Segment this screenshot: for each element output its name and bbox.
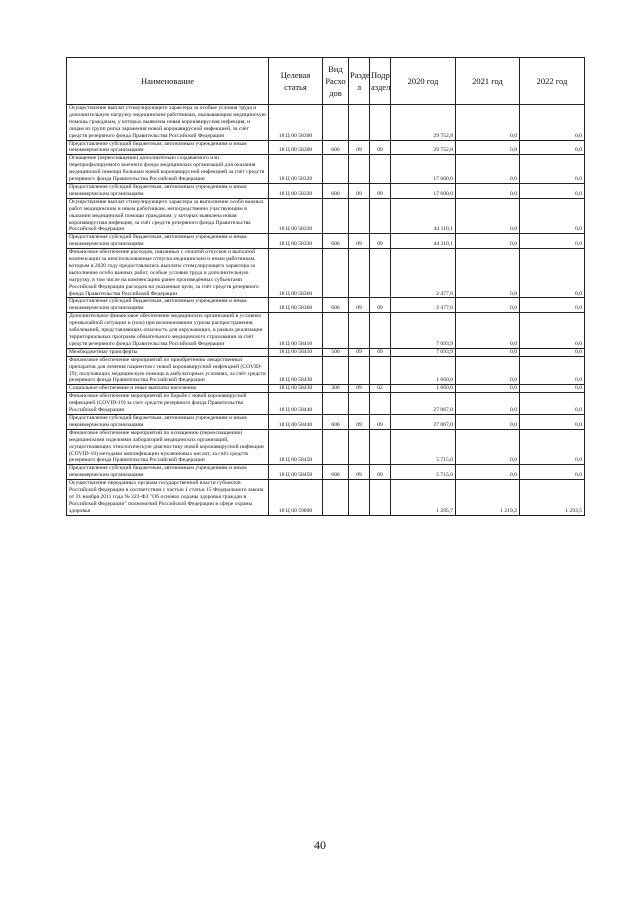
row-2021-cell: 0,0 — [456, 313, 520, 349]
row-subsection-cell — [370, 249, 391, 298]
row-subsection-cell: 09 — [370, 140, 391, 155]
row-2021-cell: 0,0 — [456, 198, 520, 234]
row-2022-cell: 0,0 — [520, 313, 585, 349]
row-2022-cell: 0,0 — [520, 465, 585, 480]
row-name-cell: Предоставление субсидий бюджетным, автономным учреждениям и иным некоммерческим организациям — [67, 183, 269, 198]
row-target-cell: 18 Ц 00 58320 — [269, 183, 323, 198]
row-target-cell: 18 Ц 00 58330 — [269, 234, 323, 249]
row-expense-cell: 600 — [323, 298, 349, 313]
row-2022-cell: 0,0 — [520, 198, 585, 234]
row-2022-cell: 0,0 — [520, 414, 585, 429]
row-2020-cell: 7 693,9 — [391, 348, 456, 356]
table-row — [67, 140, 585, 155]
row-2020-cell: 1 660,0 — [391, 356, 456, 385]
table-body — [67, 105, 585, 516]
row-target-cell: 18 Ц 00 58430 — [269, 385, 323, 393]
row-expense-cell — [323, 356, 349, 385]
row-section-cell — [349, 155, 370, 184]
row-2021-cell: 0,0 — [456, 348, 520, 356]
row-subsection-cell: 09 — [370, 234, 391, 249]
row-expense-cell — [323, 480, 349, 516]
row-2022-cell: 0,0 — [520, 298, 585, 313]
row-2022-cell: 0,0 — [520, 385, 585, 393]
row-subsection-cell — [370, 105, 391, 141]
row-target-cell: 18 Ц 00 58440 — [269, 393, 323, 415]
row-2022-cell: 0,0 — [520, 155, 585, 184]
row-section-cell — [349, 480, 370, 516]
row-section-cell: 09 — [349, 183, 370, 198]
row-name-cell: Финансовое обеспечение расходов, связанных с оплатой отпусков и выплатой компенсации за неиспользованные отпуска медицинским и иным работникам, которым в 2020 году предоставлялись выплаты стимулирующего характера за выполнение особо важных работ, особые условия труда и дополнительную нагрузку, в том числе на компенсацию ранее произведённых субъектами Российской Федерации расходов на указанные цели, за счёт средств резервного фонда Правительства Российской Федерации — [67, 249, 269, 298]
row-section-cell: 09 — [349, 385, 370, 393]
row-expense-cell: 600 — [323, 234, 349, 249]
row-name-cell: Оснащение (переоснащение) дополнительно создаваемого или перепрофилируемого коечного фонда медицинских организаций для оказания медицинской помощи больным новой коронавирусной инфекцией за счёт средств резервного фонда Правительства Российской Федерации — [67, 155, 269, 184]
row-2021-cell: 0,0 — [456, 393, 520, 415]
row-expense-cell: 600 — [323, 140, 349, 155]
row-2021-cell: 0,0 — [456, 385, 520, 393]
table-row — [67, 465, 585, 480]
row-name-cell: Социальное обеспечение и иные выплаты населению — [67, 385, 269, 393]
row-target-cell: 18 Ц 00 58430 — [269, 356, 323, 385]
table-row — [67, 105, 585, 141]
row-expense-cell: 600 — [323, 183, 349, 198]
row-2021-cell: 0,0 — [456, 105, 520, 141]
row-section-cell: 09 — [349, 348, 370, 356]
row-2020-cell: 44 110,1 — [391, 234, 456, 249]
row-2021-cell: 0,0 — [456, 356, 520, 385]
row-target-cell: 18 Ц 00 58410 — [269, 348, 323, 356]
row-2020-cell: 17 600,0 — [391, 155, 456, 184]
page-number: 40 — [314, 838, 326, 852]
row-section-cell — [349, 393, 370, 415]
row-name-cell: Межбюджетные трансферты — [67, 348, 269, 356]
row-name-cell: Предоставление субсидий бюджетным, автономным учреждениям и иным некоммерческим организациям — [67, 234, 269, 249]
row-subsection-cell — [370, 480, 391, 516]
row-subsection-cell: 09 — [370, 348, 391, 356]
budget-table — [66, 57, 585, 516]
row-2020-cell: 29 752,8 — [391, 140, 456, 155]
row-2020-cell: 1 660,0 — [391, 385, 456, 393]
table-row — [67, 429, 585, 465]
row-target-cell: 18 Ц 00 58450 — [269, 465, 323, 480]
table-row — [67, 198, 585, 234]
table-row — [67, 155, 585, 184]
row-2022-cell: 0,0 — [520, 105, 585, 141]
row-2021-cell: 0,0 — [456, 183, 520, 198]
row-2021-cell: 0,0 — [456, 249, 520, 298]
table-row — [67, 249, 585, 298]
row-2022-cell: 0,0 — [520, 140, 585, 155]
row-target-cell: 18 Ц 00 58300 — [269, 105, 323, 141]
row-subsection-cell — [370, 313, 391, 349]
row-target-cell: 18 Ц 00 58410 — [269, 313, 323, 349]
table-row — [67, 183, 585, 198]
table-header-row — [67, 58, 585, 105]
row-expense-cell — [323, 393, 349, 415]
row-target-cell: 18 Ц 00 58360 — [269, 298, 323, 313]
row-2021-cell: 0,0 — [456, 465, 520, 480]
row-2022-cell: 0,0 — [520, 348, 585, 356]
row-section-cell — [349, 105, 370, 141]
row-subsection-cell — [370, 393, 391, 415]
row-2020-cell: 27 067,0 — [391, 393, 456, 415]
table-row — [67, 356, 585, 385]
row-2022-cell: 0,0 — [520, 393, 585, 415]
row-target-cell: 18 Ц 00 58300 — [269, 140, 323, 155]
row-target-cell: 18 Ц 00 58360 — [269, 249, 323, 298]
row-2022-cell: 0,0 — [520, 356, 585, 385]
header-year-2020: 2020 год — [391, 58, 456, 105]
row-expense-cell — [323, 155, 349, 184]
row-expense-cell: 300 — [323, 385, 349, 393]
row-name-cell: Осуществление выплат стимулирующего характера за выполнение особо важных работ медицинским и иным работникам, непосредственно участвующим в оказании медицинской помощи гражданам, у которых выявлена новая коронавирусная инфекция, за счёт средств резервного фонда Правительства Российской Федерации — [67, 198, 269, 234]
header-section: Разде л — [349, 58, 370, 105]
row-2020-cell: 17 600,0 — [391, 183, 456, 198]
header-year-2022: 2022 год — [520, 58, 585, 105]
row-expense-cell — [323, 313, 349, 349]
row-expense-cell — [323, 198, 349, 234]
row-2021-cell: 1 219,2 — [456, 480, 520, 516]
row-subsection-cell — [370, 429, 391, 465]
row-section-cell — [349, 198, 370, 234]
row-name-cell: Предоставление субсидий бюджетным, автономным учреждениям и иным некоммерческим организациям — [67, 414, 269, 429]
row-expense-cell — [323, 249, 349, 298]
table-row — [67, 414, 585, 429]
row-2022-cell: 0,0 — [520, 429, 585, 465]
row-expense-cell: 500 — [323, 348, 349, 356]
row-2020-cell: 1 295,7 — [391, 480, 456, 516]
row-section-cell: 09 — [349, 298, 370, 313]
row-subsection-cell — [370, 198, 391, 234]
row-target-cell: 18 Ц 00 58330 — [269, 198, 323, 234]
row-2020-cell: 44 110,1 — [391, 198, 456, 234]
row-name-cell: Предоставление субсидий бюджетным, автономным учреждениям и иным некоммерческим организациям — [67, 465, 269, 480]
row-subsection-cell: 09 — [370, 465, 391, 480]
header-target-article: Целевая статья — [269, 58, 323, 105]
row-name-cell: Предоставление субсидий бюджетным, автономным учреждениям и иным некоммерческим организациям — [67, 298, 269, 313]
row-subsection-cell — [370, 155, 391, 184]
row-2021-cell: 0,0 — [456, 155, 520, 184]
header-subsection: Подр аздел — [370, 58, 391, 105]
header-year-2021: 2021 год — [456, 58, 520, 105]
row-expense-cell: 600 — [323, 414, 349, 429]
row-2022-cell: 0,0 — [520, 183, 585, 198]
row-2020-cell: 5 715,0 — [391, 465, 456, 480]
row-2021-cell: 0,0 — [456, 234, 520, 249]
row-name-cell: Финансовое обеспечение мероприятий по борьбе с новой коронавирусной инфекцией (COVID-19) за счет средств резервного фонда Правительства Российской Федерации — [67, 393, 269, 415]
row-subsection-cell: 09 — [370, 414, 391, 429]
table-row — [67, 480, 585, 516]
row-expense-cell — [323, 105, 349, 141]
row-target-cell: 18 Ц 00 58450 — [269, 429, 323, 465]
row-2020-cell: 7 693,9 — [391, 313, 456, 349]
row-name-cell: Предоставление субсидий бюджетным, автономным учреждениям и иным некоммерческим организациям — [67, 140, 269, 155]
row-section-cell: 09 — [349, 465, 370, 480]
table-row — [67, 234, 585, 249]
row-section-cell — [349, 356, 370, 385]
row-target-cell: 18 Ц 00 59800 — [269, 480, 323, 516]
row-2020-cell: 2 477,6 — [391, 298, 456, 313]
row-subsection-cell: 02 — [370, 385, 391, 393]
table-row — [67, 348, 585, 356]
row-2021-cell: 0,0 — [456, 298, 520, 313]
row-subsection-cell — [370, 356, 391, 385]
row-name-cell: Финансовое обеспечение мероприятий по приобретению лекарственных препаратов для лечения пациентов с новой коронавирусной инфекцией (COVID-19), получающих медицинскую помощь в амбулаторных условиях, за счёт средств резервного фонда Правительства Российской Федерации — [67, 356, 269, 385]
row-2022-cell: 1 293,5 — [520, 480, 585, 516]
row-subsection-cell: 09 — [370, 298, 391, 313]
row-name-cell: Дополнительное финансовое обеспечение медицинских организаций в условиях чрезвычайной ситуации и (или) при возникновении угрозы распространения заболеваний, представляющих опасность для окружающих, в рамках реализации территориальных программ обязательного медицинского страхования за счёт средств резервного фонда Правительства Российской Федерации — [67, 313, 269, 349]
row-name-cell: Осуществление выплат стимулирующего характера за особые условия труда и дополнительную нагрузку медицинским работникам, оказывающим медицинскую помощь гражданам, у которых выявлена новая коронавирусная инфекция, и лицам из групп риска заражения новой коронавирусной инфекцией, за счёт средств резервного фонда Правительства Российской Федерации — [67, 105, 269, 141]
row-2021-cell: 0,0 — [456, 414, 520, 429]
table-row — [67, 385, 585, 393]
row-2020-cell: 29 752,8 — [391, 105, 456, 141]
row-expense-cell — [323, 429, 349, 465]
row-2021-cell: 0,0 — [456, 140, 520, 155]
row-2020-cell: 27 067,0 — [391, 414, 456, 429]
row-section-cell — [349, 429, 370, 465]
table-row — [67, 393, 585, 415]
row-name-cell: Осуществление переданных органам государственной власти субъектов Российской Федерации в соответствии с частью 1 статьи 15 Федерального закона от 21 ноября 2011 года № 323-ФЗ "Об основах охраны здоровья граждан в Российской Федерации" полномочий Российской Федерации в сфере охраны здоровья — [67, 480, 269, 516]
header-expense-type: Вид Расхо дов — [323, 58, 349, 105]
row-section-cell — [349, 313, 370, 349]
row-2022-cell: 0,0 — [520, 234, 585, 249]
row-target-cell: 18 Ц 00 58320 — [269, 155, 323, 184]
table-row — [67, 298, 585, 313]
row-2022-cell: 0,0 — [520, 249, 585, 298]
row-section-cell — [349, 249, 370, 298]
row-target-cell: 18 Ц 00 58440 — [269, 414, 323, 429]
row-section-cell: 09 — [349, 140, 370, 155]
row-2020-cell: 5 715,0 — [391, 429, 456, 465]
row-2020-cell: 2 477,6 — [391, 249, 456, 298]
row-expense-cell: 600 — [323, 465, 349, 480]
row-subsection-cell: 09 — [370, 183, 391, 198]
header-name: Наименование — [67, 58, 269, 105]
row-section-cell: 09 — [349, 234, 370, 249]
row-name-cell: Финансовое обеспечение мероприятий по оснащению (переоснащению) медицинскими изделиями лабораторий медицинских организаций, осуществляющих этиологическую диагностику новой коронавирусной инфекции (COVID-19) методами амплификации нуклеиновых кислот, за счёт средств резервного фонда Правительства Российской Федерации — [67, 429, 269, 465]
table-row — [67, 313, 585, 349]
row-section-cell: 09 — [349, 414, 370, 429]
row-2021-cell: 0,0 — [456, 429, 520, 465]
